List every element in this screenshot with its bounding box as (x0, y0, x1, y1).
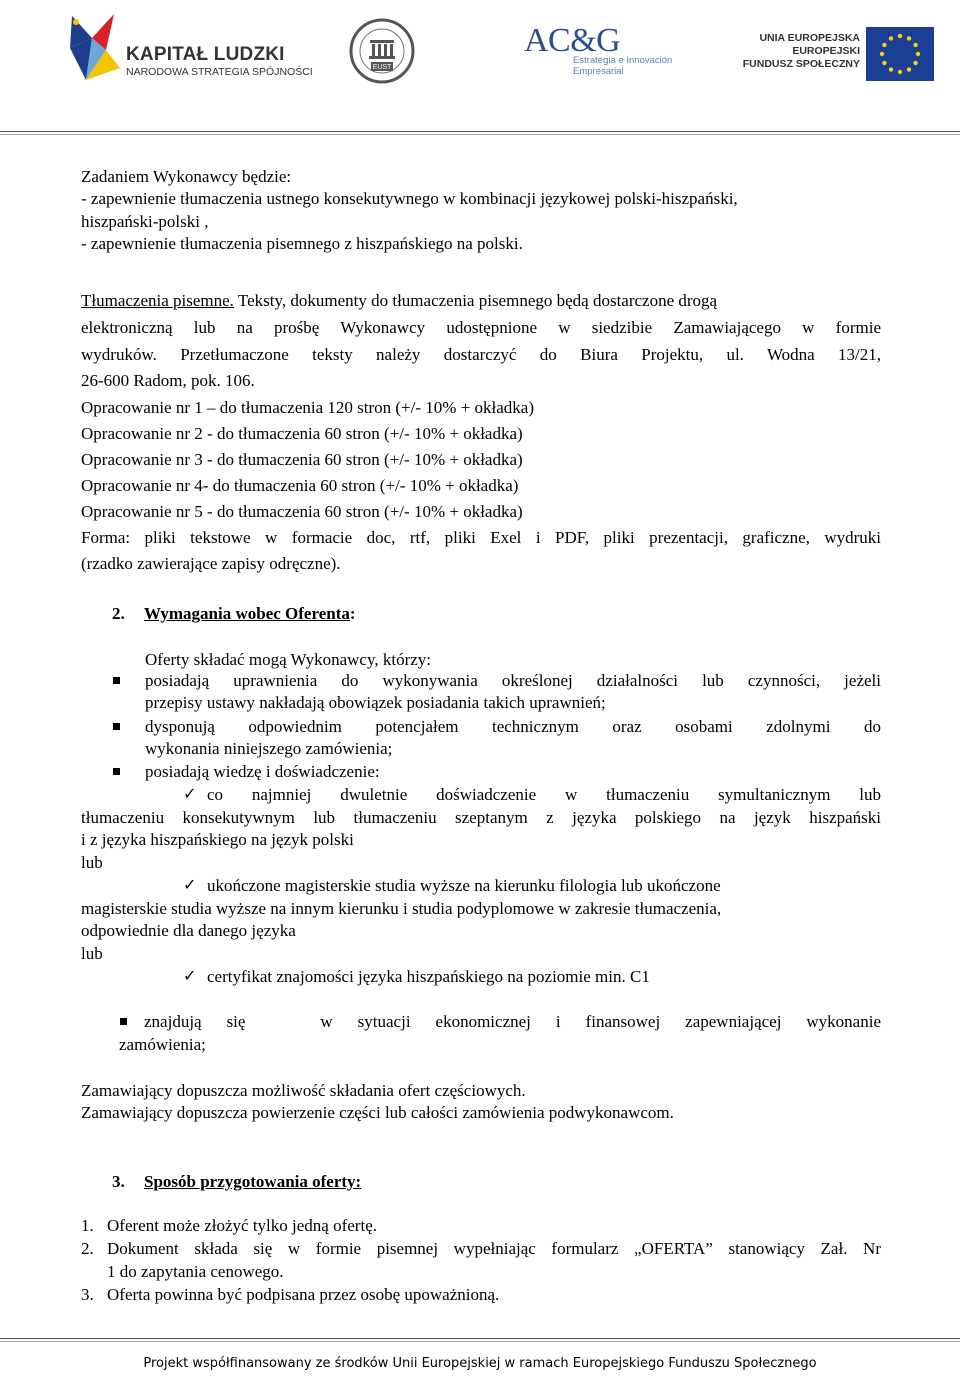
kapital-ludzki-subtitle: NARODOWA STRATEGIA SPÓJNOŚCI (126, 66, 313, 78)
translations-para-line-2: elektroniczną lub na prośbę Wykonawcy udostępnione w siedzibie Zamawiającego w formie (81, 318, 881, 337)
eust-seal-icon (345, 18, 419, 84)
section-3-item-1: Oferent może złożyć tylko jedną ofertę. (107, 1216, 377, 1235)
translations-para-line-4: 26-600 Radom, pok. 106. (81, 371, 255, 390)
check-1-line-1: co najmniej dwuletnie doświadczenie w tłumaczeniu symultanicznym lub (207, 785, 881, 804)
bullet-3: posiadają wiedzę i doświadczenie: (145, 762, 380, 781)
bullet-2-line-1: dysponują odpowiednim potencjałem technicznym oraz osobami zdolnymi do (145, 717, 881, 736)
translations-para-line-1 (81, 290, 881, 312)
page-header (0, 0, 960, 120)
check-2-line-1: ukończone magisterskie studia wyższe na kierunku filologia lub ukończone (207, 876, 721, 895)
intro-line-1: Zadaniem Wykonawcy będzie: (81, 167, 292, 186)
eust-logo (345, 18, 419, 84)
check-2-line-3: odpowiednie dla danego języka (81, 921, 296, 940)
eu-flag-icon (866, 27, 934, 81)
kapital-ludzki-logo (62, 8, 312, 88)
eust-label: EUST (372, 64, 392, 71)
intro-line-2: - zapewnienie tłumaczenia ustnego konsekutywnego w kombinacji językowej polski-hiszpański, (81, 189, 738, 208)
header-divider (0, 131, 960, 132)
acg-line2: Empresarial (573, 66, 624, 77)
translations-heading: Tłumaczenia pisemne. (81, 291, 234, 310)
subcontracting: Zamawiający dopuszcza powierzenie części lub całości zamówienia podwykonawcom. (81, 1103, 674, 1122)
list-item: Opracowanie nr 2 - do tłumaczenia 60 stron (+/- 10% + okładka) (81, 424, 523, 443)
or-1: lub (81, 853, 103, 872)
acg-subtitle (573, 55, 672, 77)
check-3: certyfikat znajomości języka hiszpańskiego na poziomie min. C1 (207, 967, 650, 986)
section-3-item-2-number: 2. (81, 1239, 94, 1258)
section-3-item-3: Oferta powinna być podpisana przez osobę upoważnioną. (107, 1285, 500, 1304)
bullet-square-icon (113, 677, 120, 684)
eu-logo (742, 24, 940, 84)
intro-line-3: hiszpański-polski , (81, 212, 209, 231)
forma-line-2: (rzadko zawierające zapisy odręczne). (81, 554, 341, 573)
bullet-2-line-2: wykonania niniejszego zamówienia; (145, 739, 393, 758)
list-item: Opracowanie nr 5 - do tłumaczenia 60 stron (+/- 10% + okładka) (81, 502, 523, 521)
bullet-square-icon (120, 1018, 127, 1025)
kapital-ludzki-emblem-icon (62, 8, 124, 88)
translations-para-line-3: wydruków. Przetłumaczone teksty należy dostarczyć do Biura Projektu, ul. Wodna 13/21, (81, 345, 881, 364)
section-3-item-2-line-1: Dokument składa się w formie pisemnej wypełniając formularz „OFERTA” stanowiący Zał. Nr (107, 1239, 881, 1258)
forma-line-1: Forma: pliki tekstowe w formacie doc, rtf, pliki Exel i PDF, pliki prezentacji, graficzne, wydruki (81, 528, 881, 547)
list-item: Opracowanie nr 3 - do tłumaczenia 60 stron (+/- 10% + okładka) (81, 450, 523, 469)
intro-line-4: - zapewnienie tłumaczenia pisemnego z hiszpańskiego na polski. (81, 234, 523, 253)
bullet-square-icon (113, 768, 120, 775)
section-2-title: Wymagania wobec Oferenta (144, 604, 350, 623)
section-2-colon: : (349, 604, 356, 623)
translations-p1-rest: Teksty, dokumenty do tłumaczenia pisemnego będą dostarczone drogą (233, 291, 718, 310)
eu-text (743, 32, 860, 71)
checkmark-icon: ✓ (183, 784, 197, 803)
kapital-ludzki-title: KAPITAŁ LUDZKI (126, 44, 285, 65)
partial-offers: Zamawiający dopuszcza możliwość składania ofert częściowych. (81, 1081, 526, 1100)
section-3-title: Sposób przygotowania oferty: (144, 1172, 362, 1191)
acg-line1: Estrategia e Innovación (573, 55, 673, 66)
eu-line2: EUROPEJSKI (792, 45, 860, 57)
bullet-1-line-1: posiadają uprawnienia do wykonywania określonej działalności lub czynności, jeżeli (145, 671, 881, 690)
bullet-4-line-2: zamówienia; (119, 1035, 206, 1054)
check-1-line-3: i z języka hiszpańskiego na język polski (81, 830, 354, 849)
bullet-1-line-2: przepisy ustawy nakładają obowiązek posiadania takich uprawnień; (145, 693, 606, 712)
checkmark-icon: ✓ (183, 875, 197, 894)
section-3-number: 3. (112, 1172, 125, 1191)
section-2-number: 2. (112, 604, 125, 623)
eu-line1: UNIA EUROPEJSKA (759, 32, 860, 44)
section-3-item-1-number: 1. (81, 1216, 94, 1235)
or-2: lub (81, 944, 103, 963)
section-2-lead: Oferty składać mogą Wykonawcy, którzy: (145, 650, 431, 669)
acg-logo (524, 22, 684, 82)
bullet-square-icon (113, 723, 120, 730)
list-item: Opracowanie nr 4- do tłumaczenia 60 stron (+/- 10% + okładka) (81, 476, 519, 495)
check-1-line-2: tłumaczeniu konsekutywnym lub tłumaczeniu szeptanym z języka polskiego na język hiszpański (81, 808, 881, 827)
bullet-4-line-1: znajdują się w sytuacji ekonomicznej i finansowej zapewniającej wykonanie (144, 1012, 881, 1031)
checkmark-icon: ✓ (183, 966, 197, 985)
check-2-line-2: magisterskie studia wyższe na innym kierunku i studia podyplomowe w zakresie tłumaczenia, (81, 899, 722, 918)
footer-divider-thin (0, 1341, 960, 1342)
page-footer: Projekt współfinansowany ze środków Unii Europejskiej w ramach Europejskiego Funduszu Społecznego (143, 1356, 817, 1371)
section-3-item-2-line-2: 1 do zapytania cenowego. (107, 1262, 284, 1281)
section-2-heading (144, 603, 356, 625)
header-divider-thin (0, 134, 960, 135)
eu-line3: FUNDUSZ SPOŁECZNY (742, 58, 860, 70)
acg-title: AC&G (524, 22, 621, 59)
footer-divider (0, 1338, 960, 1339)
list-item: Opracowanie nr 1 – do tłumaczenia 120 stron (+/- 10% + okładka) (81, 398, 535, 417)
section-3-item-3-number: 3. (81, 1285, 94, 1304)
